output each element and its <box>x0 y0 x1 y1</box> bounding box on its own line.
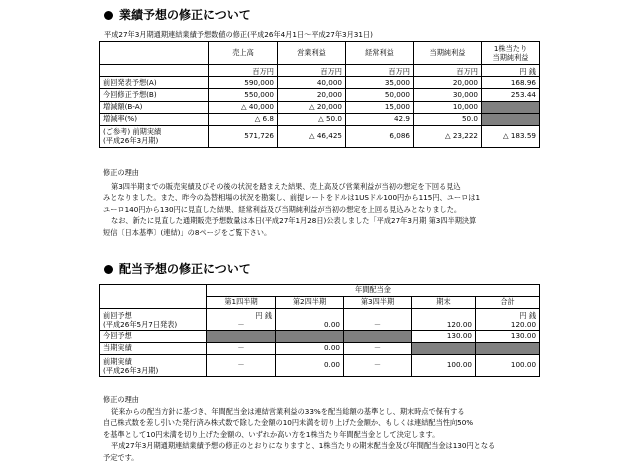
table-row: 前回予想 (平成26年5月7日発表) 円 銭 － 0.00 － 120.00 円 銭 120.00 <box>100 309 540 331</box>
table-row: 前期実績 (平成26年3月期) － 0.00 － 100.00 100.00 <box>100 355 540 377</box>
shaded-cell <box>276 331 344 343</box>
table-row: 今回予想 130.00 130.00 <box>100 331 540 343</box>
table-row: 当期実績 － 0.00 － <box>100 343 540 355</box>
reason-text-2: 従来からの配当方針に基づき、年間配当金は連結営業利益の33%を配当総額の基準とし、期末時点で保有する 自己株式数を差し引いた発行済み株式数で除した金額の10円未満を切り上げた金額か、もしくは連結配当性向50% を基準として10円未満を切り上げた金額の、いずれか高い方を1株当たり年間配当金として決定します。 平成27年3月期通期連結業績予想の修正のとおりになりますと、1株当たりの期末配当金及び年間配当金は130円となる 予定です。 <box>103 407 496 462</box>
table-row: 前回発表予想(A) 590,000 40,000 35,000 20,000 168.96 <box>100 77 540 89</box>
shaded-cell <box>207 331 276 343</box>
reason-title-1: 修正の理由 <box>103 168 139 177</box>
shaded-cell <box>476 343 540 355</box>
table-row: 増減額(B-A) △ 40,000 △ 20,000 15,000 10,000 <box>100 101 540 113</box>
col-q3: 第3四半期 <box>344 297 412 309</box>
shaded-cell <box>412 343 476 355</box>
col-operating-income: 営業利益 <box>278 42 346 65</box>
col-net-income: 当期純利益 <box>414 42 482 65</box>
bullet-icon <box>104 11 113 20</box>
reason-text-1: 第3四半期までの販売実績及びその後の状況を踏まえた結果、売上高及び営業利益が当初の想定を下回る見込 みとなりました。また、昨今の為替相場の状況を勘案し、前提レートをドルは1USドル100円から115円、ユーロは1 ユーロ140円から130円に見直した結果、経常利益及び当期純利益が当初の想定を上回る見込みとなりました。 なお、新たに見直した通期販売予想数量は本日(平成27年1月28日)公表しました「平成27年3月期 第3四半期決算 短信〔日本基準〕(連結)」の8ページをご覧下さい。 <box>103 182 481 237</box>
shaded-cell <box>344 331 412 343</box>
table-row: (ご参考) 前期実績 (平成26年3月期) 571,726 △ 46,425 6,086 △ 23,222 △ 183.59 <box>100 125 540 147</box>
dividend-forecast-heading: 配当予想の修正について <box>104 262 251 276</box>
reason-title-2: 修正の理由 <box>103 395 139 404</box>
table-row: 百万円 百万円 百万円 百万円 円 銭 <box>100 65 540 77</box>
col-eps: 1株当たり 当期純利益 <box>482 42 540 65</box>
table-header-row <box>100 42 540 65</box>
col-year-end: 期末 <box>412 297 476 309</box>
col-q1: 第1四半期 <box>207 297 276 309</box>
dividend-forecast-table <box>99 284 540 377</box>
col-ordinary-income: 経常利益 <box>346 42 414 65</box>
table-header-row <box>100 285 540 297</box>
col-total: 合計 <box>476 297 540 309</box>
table-row: 今回修正予想(B) 550,000 20,000 50,000 30,000 253.44 <box>100 89 540 101</box>
col-sales: 売上高 <box>209 42 278 65</box>
annual-dividend-header: 年間配当金 <box>207 285 540 297</box>
table-row: 増減率(%) △ 6.8 △ 50.0 42.9 50.0 <box>100 113 540 125</box>
earnings-forecast-heading: 業績予想の修正について <box>104 8 251 22</box>
shaded-cell <box>482 113 540 125</box>
bullet-icon <box>104 265 113 274</box>
col-q2: 第2四半期 <box>276 297 344 309</box>
earnings-forecast-table <box>99 41 540 148</box>
shaded-cell <box>482 101 540 113</box>
earnings-subtitle: 平成27年3月期通期連結業績予想数値の修正(平成26年4月1日～平成27年3月31日) <box>104 30 373 39</box>
